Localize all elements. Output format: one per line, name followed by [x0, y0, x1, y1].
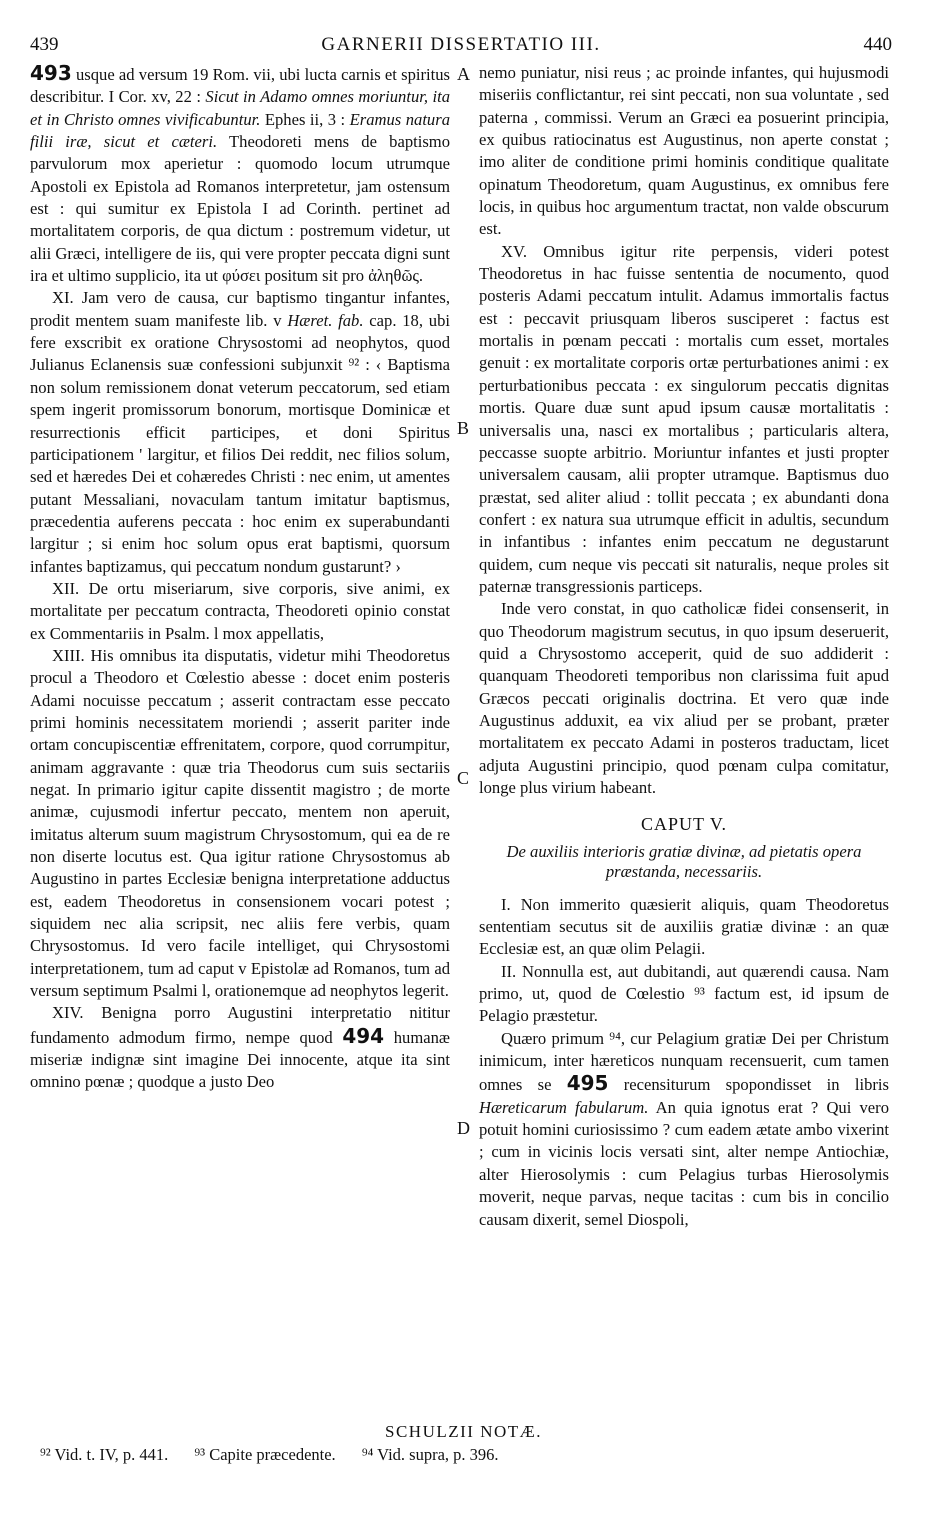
margin-letter-b: B [457, 418, 470, 438]
text-run: Sicut in Adamo omnes moriuntur, ita et in Christo omnes vivificabuntur. [30, 87, 450, 129]
chapter-heading: CAPUT V. [640, 814, 728, 835]
running-title: GARNERII DISSERTATIO III. [321, 34, 601, 55]
margin-letter-d: D [457, 1118, 470, 1138]
page-header [30, 34, 892, 60]
footnote: ⁹⁴ Vid. supra, p. 396. [361, 1445, 499, 1464]
margin-letter-a: A [457, 64, 470, 84]
page-number-left: 439 [30, 34, 59, 55]
paragraph: XIII. His omnibus ita disputatis, videtur mihi Theodoretus procul a Theodoro et Cœlestio abesse : docet enim posteris Adami nocuisse peccatum ; asserit contractam esse peccato primi hominis necessitatem moriendi ; asserit pariter inde ortam concupiscentiæ effrenitatem, corpore, quod corrumpitur, animam aggravante : quæ tria Theodorus cum suis sectariis negat. In primario igitur capite dissentit magistro ; de morte animæ, cujusmodi infertur peccato, mentem non aperuit, imitatus alterum suum magistrum Chrysostomum, qui ea de re non diserte locutus est. Qua igitur ratione Chrysostomus ab Augustino in partes Ecclesiæ benigna interpretatione adductus est, eadem Theodoretus in consensionem vocari potest ; siquidem nec alia scripsit, nec aliis fere verbis, quam Chrysostomus. Id vero facile intelliget, qui Chrysostomi interpretationem, tum ad caput v Epistolæ ad Romanos, tum ad versum septimum Psalmi l, orationemque ad neophytos legerit. [30, 645, 450, 1001]
text-run: Hæreticarum fabularum. [479, 1097, 649, 1117]
footnote: ⁹² Vid. t. IV, p. 441. [40, 1445, 169, 1464]
text-run: An quia ignotus erat ? Qui vero potuit homini curiosissimo ? cum eadem ætate ambo vixerint ; cum in vicinis locis versati sint, alter nempe Antiochiæ, alter Hierosolymis : cum Pelagius turbas Hierosolymis moverit, neque parvas, neque tacitas : cum bis in concilio causam dixerit, semel Diospoli, [479, 1097, 889, 1229]
paragraph [30, 1002, 450, 1093]
text-run: Theodoreti mens de baptismo parvulorum mox aperietur : quomodo locum utrumque Apostoli ex Epistola ad Romanos interpretetur, jam ostensum est : qui sumitur ex Epistola I ad Corinth. pertinet ad mortalitatem corporis, de qua dictum : postremum videtur, ut alii Græci, intelligere de iis, qui vere propter peccata digni sunt ira et ultimo supplicio, ita ut φύσει positum sit pro ἀληθῶς. [30, 132, 450, 286]
text-run: Ephes ii, 3 : [260, 109, 350, 129]
text-run: recensiturum spopondisset in libris [608, 1075, 889, 1095]
footnotes [40, 1445, 900, 1465]
margin-letter-c: C [457, 768, 470, 788]
column-marker: 494 [342, 1023, 385, 1048]
text-run: usque ad versum 19 Rom. vii, ubi lucta carnis et spiritus describitur. I Cor. xv, 22 : [30, 65, 450, 107]
paragraph: XII. De ortu miseriarum, sive corporis, sive animi, ex mortalitate per peccatum contracta, Theodoreti opinio constat ex Commentariis in Psalm. l mox appellatis, [30, 578, 450, 643]
text-run: Eramus natura filii iræ, sicut et cæteri. [30, 109, 450, 152]
paragraph [30, 62, 450, 287]
text-run: cap. 18, ubi fere exscribit ex oratione Chrysostomi ad neophytos, quod Julianus Eclanensis suæ confessioni subjunxit ⁹² : ‹ Baptisma non solum remissionem donat veterum peccatorum, sed etiam spem ingerit promissorum bonorum, mortisque Dominicæ et resurrectionis efficit participes, et doni Spiritus participationem ' largitur, et filios Dei reddit, nec filios solum, sed et hæredes Dei et cohæredes Christi : nec enim, ut amentes putant Messaliani, novaculam tantum imitatur baptismus, præcedentia auferens peccata : hoc enim ex superabundanti largitur ; si enim hoc solum opus erat baptismi, quorsum infantes baptizamus, qui peccatum nondum gustarunt? › [30, 310, 450, 576]
chapter-subtitle: De auxiliis interioris gratiæ divinæ, ad pietatis opera præstanda, necessariis. [506, 841, 862, 881]
page-number-right: 440 [863, 34, 892, 55]
text-run: Quæro primum ⁹⁴, cur Pelagium gratiæ Dei per Christum inimicum, inter hæreticos nunquam recensuerit, cum tamen omnes se [479, 1028, 889, 1095]
text-run: XIV. Benigna porro Augustini interpretatio nititur fundamento admodum firmo, nempe quod [30, 1003, 450, 1047]
paragraph: XV. Omnibus igitur rite perpensis, videri potest Theodoretus in hac fuisse sententia de nocumento, quod posteris Adami peccatum intulit. Adamus immortalis factus est : peccavit priusquam liberos susciperet : factus est mortalis in pœnam peccati : mortalis cum esset, mortales genuit : ex mortalitate corporis ortæ perturbationes animi : ex perturbationibus peccata : ex singulorum peccatis dignitas mortis. Quare duæ sunt apud ipsum causæ mortalitatis : universalis una, nasci ex mortalibus ; particularis altera, peccasse suopte arbitrio. Moriuntur infantes et justi propter universalem causam, alii propter utramque. Baptismus duo præstat, sed aliter aliud : tollit peccata ; ex abundanti dona confert : ex natura sua utrumque efficit in adultis, secundum in infantibus : infantes enim peccatum ne degustarunt quidem, cum neque vis peccati sit naturalis, neque proles sit paternæ transgressionis particeps. [479, 241, 889, 596]
column-marker: 493 [30, 61, 72, 85]
left-column [30, 62, 450, 1094]
text-run: XI. Jam vero de causa, cur baptismo tingantur infantes, prodit mentem suam manifeste lib. v [30, 288, 450, 330]
column-marker: 495 [566, 1071, 609, 1096]
paragraph [30, 287, 450, 577]
footnote: ⁹³ Capite præcedente. [194, 1445, 336, 1464]
right-column [479, 62, 889, 1231]
paragraph: I. Non immerito quæsierit aliquis, quam Theodoretus sententiam secutus sit de auxiliis gratiæ divinæ : an quæ Ecclesiæ est, an quæ olim Pelagii. [479, 894, 889, 959]
paragraph [479, 1028, 889, 1231]
footnotes-title: SCHULZII NOTÆ. [385, 1422, 542, 1441]
text-run: humanæ miseriæ indignæ sint imagine Dei innocente, atque ita sint omnino pœnæ ; quodque a justo Deo [30, 1027, 450, 1092]
paragraph: II. Nonnulla est, aut dubitandi, aut quærendi causa. Nam primo, ut, quod de Cœlestio ⁹³ factum est, id ipsum de Pelagio præstetur. [479, 961, 889, 1026]
paragraph: Inde vero constat, in quo catholicæ fidei consenserit, in quo Theodorum magistrum secutus, in quo ipsum deseruerit, quid a Chrysostomo acceperit, quid de suo addiderit : quanquam Theodoreti temporibus non clarissima fuit apud Græcos peccati originalis doctrina. Et vero quæ inde Augustinus adduxit, ea vix aliud per se probant, præter mortalitatem ex peccato Adami in posteros traductam, licet adjuta Augustini principio, quod pœnam culpa comitatur, longe plus virium habeant. [479, 599, 889, 797]
text-run: Hæret. fab. [287, 310, 364, 330]
paragraph: nemo puniatur, nisi reus ; ac proinde infantes, qui hujusmodi miseriis conflictantur, rei sint peccati, non sua voluntate , sed paterna , commissi. Verum an Græci ea posuerint principia, ex quibus ratiocinatus est Augustinus, non aperte constat ; imo aliter de conditione primi hominis conditique qualitate opinatum Theodoretum, quam Augustinus, ex omnibus fere locis, in quibus hoc argumentum tractat, non valde obscurum est. [479, 63, 889, 239]
